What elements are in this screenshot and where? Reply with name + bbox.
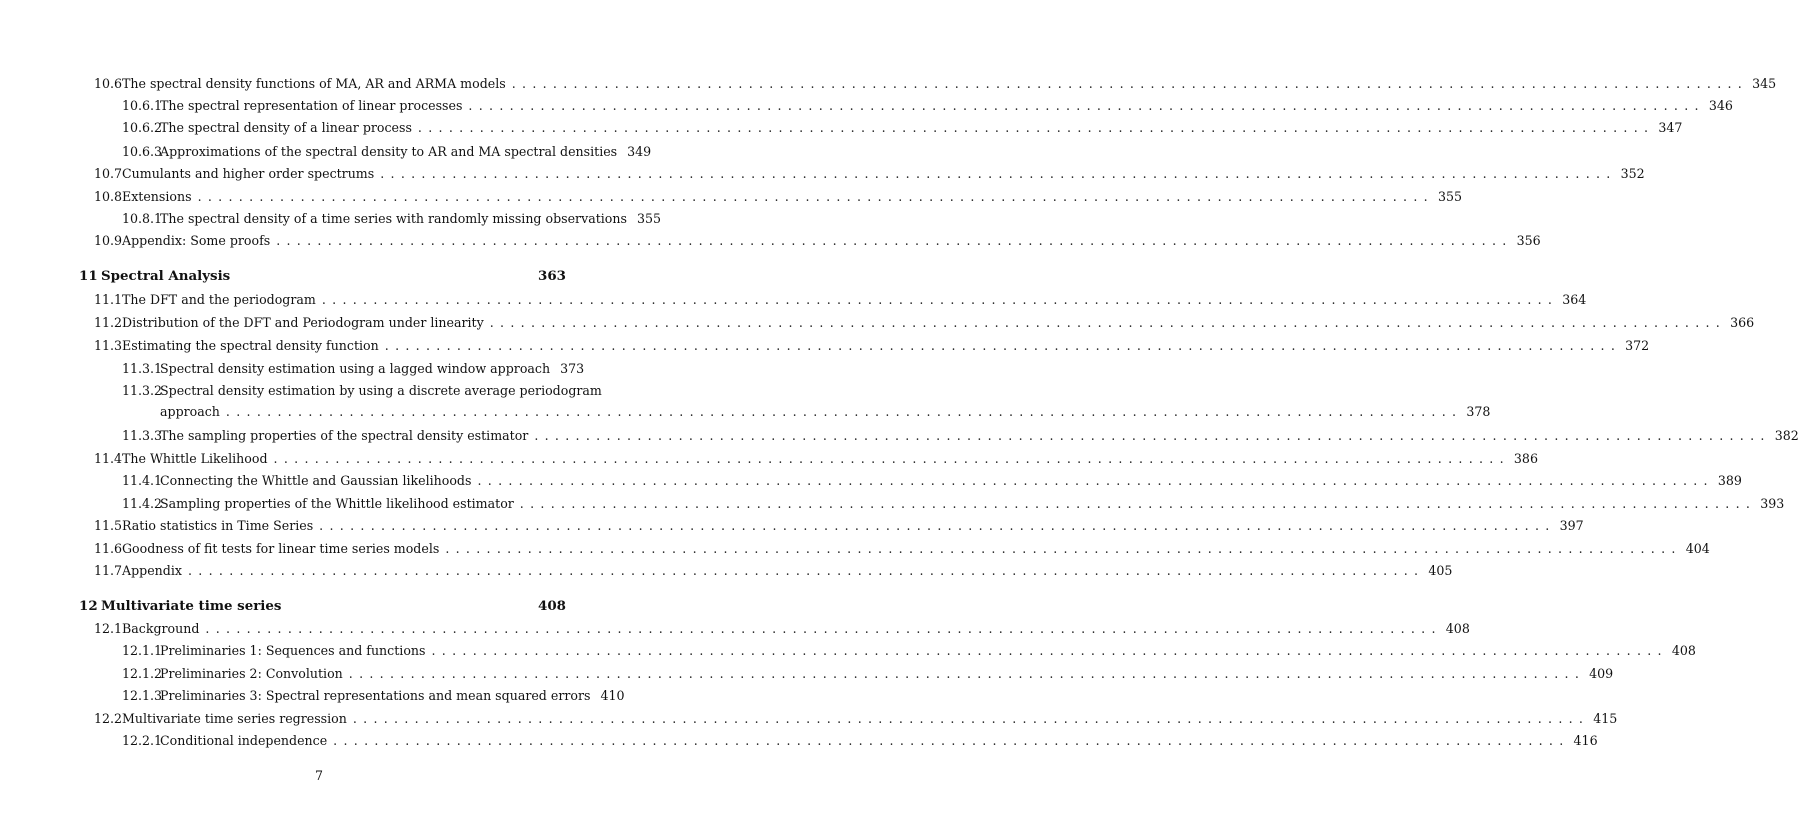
- entry-page-number: 355: [1437, 189, 1463, 204]
- toc-entry[interactable]: [0, 74, 1777, 94]
- entry-title: Approximations of the spectral density to AR and MA spectral densities: [160, 144, 618, 159]
- toc-entry[interactable]: [0, 664, 1614, 684]
- dot-leader: ........................................................................................................................: [348, 666, 1586, 681]
- entry-page-number: 408: [1445, 621, 1470, 636]
- entry-title: Appendix: Some proofs: [122, 233, 271, 248]
- toc-entry[interactable]: [0, 709, 1618, 729]
- entry-number: 11.3.3: [122, 428, 163, 443]
- dot-leader: ........................................................................................................................: [431, 643, 1668, 658]
- toc-entry[interactable]: [0, 561, 1453, 581]
- dot-leader: ........................................................................................................................: [417, 120, 1655, 135]
- entry-page-number: 356: [1516, 233, 1541, 248]
- entry-page-number: 408: [1671, 643, 1696, 658]
- entry-title: Estimating the spectral density function: [122, 338, 379, 353]
- entry-title: The spectral density of a linear process: [160, 120, 412, 135]
- toc-chapter-entry[interactable]: [0, 596, 638, 616]
- dot-leader: ........................................................................................................................: [534, 428, 1771, 443]
- entry-page-number: 363: [538, 268, 566, 284]
- entry-number: 10.9: [94, 233, 123, 248]
- toc-entry[interactable]: [0, 336, 1650, 356]
- entry-title: Preliminaries 3: Spectral representations and mean squared errors: [160, 688, 591, 703]
- entry-page-number: 410: [600, 688, 625, 703]
- entry-number: 12.1.1: [122, 643, 163, 658]
- entry-number: 11.7: [94, 563, 123, 578]
- entry-title: The Whittle Likelihood: [122, 451, 268, 466]
- toc-entry[interactable]: [0, 96, 1733, 116]
- entry-number: 11.4: [94, 451, 123, 466]
- entry-number: 11.4.1: [122, 473, 163, 488]
- entry-title: Preliminaries 1: Sequences and functions: [160, 643, 426, 658]
- entry-title: The spectral density of a time series with randomly missing observations: [160, 211, 627, 226]
- entry-title: Ratio statistics in Time Series: [122, 518, 314, 533]
- entry-page-number: 366: [1730, 315, 1755, 330]
- entry-page-number: 382: [1774, 428, 1799, 443]
- toc-entry[interactable]: [0, 539, 1710, 559]
- toc-entry[interactable]: [0, 313, 1755, 333]
- entry-number: 11.6: [94, 541, 123, 556]
- dot-leader: ........................................................................................................................: [477, 473, 1714, 488]
- entry-page-number: 409: [1589, 666, 1614, 681]
- entry-page-number: 347: [1658, 120, 1683, 135]
- entry-title: The DFT and the periodogram: [122, 292, 316, 307]
- entry-title: Goodness of fit tests for linear time series models: [122, 541, 440, 556]
- dot-leader: ........................................................................................................................: [205, 621, 1442, 636]
- entry-page-number: 352: [1620, 166, 1645, 181]
- entry-title: approach: [160, 404, 220, 419]
- entry-page-number: 349: [627, 144, 652, 159]
- dot-leader: ........................................................................................................................: [333, 733, 1570, 748]
- dot-leader: ........................................................................................................................: [187, 563, 1425, 578]
- dot-leader: ........................................................................................................................: [468, 98, 1705, 113]
- entry-title: The spectral representation of linear processes: [160, 98, 463, 113]
- entry-page-number: 355: [636, 211, 661, 226]
- entry-title: Spectral Analysis: [101, 268, 231, 284]
- dot-leader: ........................................................................................................................: [380, 166, 1617, 181]
- entry-title: Background: [122, 621, 200, 636]
- entry-title: The spectral density functions of MA, AR and ARMA models: [122, 76, 506, 91]
- entry-page-number: 416: [1573, 733, 1598, 748]
- toc-entry[interactable]: [0, 449, 1538, 469]
- dot-leader: ........................................................................................................................: [273, 451, 1510, 466]
- entry-number: 12.1.2: [122, 666, 163, 681]
- entry-number: 12.2: [94, 711, 123, 726]
- entry-number: 10.8: [94, 189, 123, 204]
- dot-leader: ........................................................................................................................: [319, 518, 1556, 533]
- dot-leader: ........................................................................................................................: [384, 338, 1622, 353]
- entry-title: Conditional independence: [160, 733, 328, 748]
- dot-leader: ........................................................................................................................: [276, 233, 1513, 248]
- dot-leader: ........................................................................................................................: [225, 404, 1463, 419]
- toc-entry[interactable]: [0, 686, 638, 706]
- toc-entry[interactable]: [0, 516, 1584, 536]
- toc-entry[interactable]: [0, 359, 638, 379]
- entry-number: 12.1.3: [122, 688, 163, 703]
- toc-entry[interactable]: [0, 471, 1742, 491]
- entry-number: 12.2.1: [122, 733, 163, 748]
- entry-number: 11.1: [94, 292, 123, 307]
- entry-page-number: 408: [538, 598, 566, 614]
- entry-number: 11.3.2: [122, 383, 163, 398]
- entry-number: 12: [79, 598, 98, 614]
- entry-title: Appendix: [122, 563, 182, 578]
- entry-number: 11.5: [94, 518, 123, 533]
- dot-leader: ........................................................................................................................: [445, 541, 1682, 556]
- toc-chapter-entry[interactable]: [0, 266, 638, 286]
- entry-number: 10.7: [94, 166, 123, 181]
- entry-number: 11.4.2: [122, 496, 163, 511]
- entry-title: Connecting the Whittle and Gaussian likelihoods: [160, 473, 472, 488]
- entry-page-number: 393: [1760, 496, 1785, 511]
- entry-title: Spectral density estimation by using a discrete average periodogram: [160, 383, 602, 398]
- toc-entry[interactable]: [0, 381, 638, 401]
- toc-entry[interactable]: [0, 426, 1799, 446]
- entry-page-number: 386: [1513, 451, 1538, 466]
- entry-page-number: 404: [1685, 541, 1710, 556]
- entry-number: 10.6: [94, 76, 123, 91]
- dot-leader: ........................................................................................................................: [519, 496, 1757, 511]
- entry-number: 10.6.1: [122, 98, 163, 113]
- entry-page-number: 373: [560, 361, 585, 376]
- toc-entry[interactable]: [0, 118, 1683, 138]
- toc-entry[interactable]: [0, 164, 1645, 184]
- entry-number: 11.2: [94, 315, 123, 330]
- entry-number: 11: [79, 268, 98, 284]
- entry-title: Sampling properties of the Whittle likelihood estimator: [160, 496, 514, 511]
- toc-entry[interactable]: [0, 290, 1587, 310]
- entry-number: 10.6.3: [122, 144, 163, 159]
- entry-number: 12.1: [94, 621, 123, 636]
- dot-leader: ........................................................................................................................: [352, 711, 1590, 726]
- entry-title: Extensions: [122, 189, 192, 204]
- entry-title: Spectral density estimation using a lagged window approach: [160, 361, 551, 376]
- dot-leader: ........................................................................................................................: [511, 76, 1749, 91]
- toc-entry[interactable]: [0, 641, 1696, 661]
- entry-number: 11.3: [94, 338, 123, 353]
- dot-leader: ........................................................................................................................: [489, 315, 1727, 330]
- entry-title: Distribution of the DFT and Periodogram under linearity: [122, 315, 484, 330]
- entry-title: Multivariate time series regression: [122, 711, 347, 726]
- entry-page-number: 415: [1593, 711, 1618, 726]
- dot-leader: ........................................................................................................................: [321, 292, 1559, 307]
- entry-page-number: 405: [1428, 563, 1453, 578]
- entry-title: Multivariate time series: [101, 598, 282, 614]
- toc-entry[interactable]: [0, 231, 1541, 251]
- entry-page-number: 345: [1752, 76, 1777, 91]
- entry-title: Cumulants and higher order spectrums: [122, 166, 375, 181]
- entry-page-number: 372: [1625, 338, 1650, 353]
- toc-entry[interactable]: [0, 619, 1470, 639]
- toc-entry[interactable]: [0, 209, 661, 229]
- toc-entry[interactable]: [0, 142, 652, 162]
- toc-entry[interactable]: [0, 402, 1491, 422]
- toc-entry[interactable]: [0, 731, 1598, 751]
- entry-number: 10.6.2: [122, 120, 163, 135]
- toc-entry[interactable]: [0, 494, 1785, 514]
- entry-page-number: 378: [1466, 404, 1491, 419]
- page-number: 7: [314, 768, 323, 783]
- entry-page-number: 364: [1562, 292, 1587, 307]
- entry-page-number: 397: [1559, 518, 1584, 533]
- entry-page-number: 346: [1708, 98, 1733, 113]
- entry-number: 11.3.1: [122, 361, 163, 376]
- entry-page-number: 389: [1717, 473, 1742, 488]
- entry-number: 10.8.1: [122, 211, 163, 226]
- entry-title: The sampling properties of the spectral density estimator: [160, 428, 529, 443]
- toc-entry[interactable]: [0, 187, 1463, 207]
- entry-title: Preliminaries 2: Convolution: [160, 666, 343, 681]
- dot-leader: ........................................................................................................................: [197, 189, 1434, 204]
